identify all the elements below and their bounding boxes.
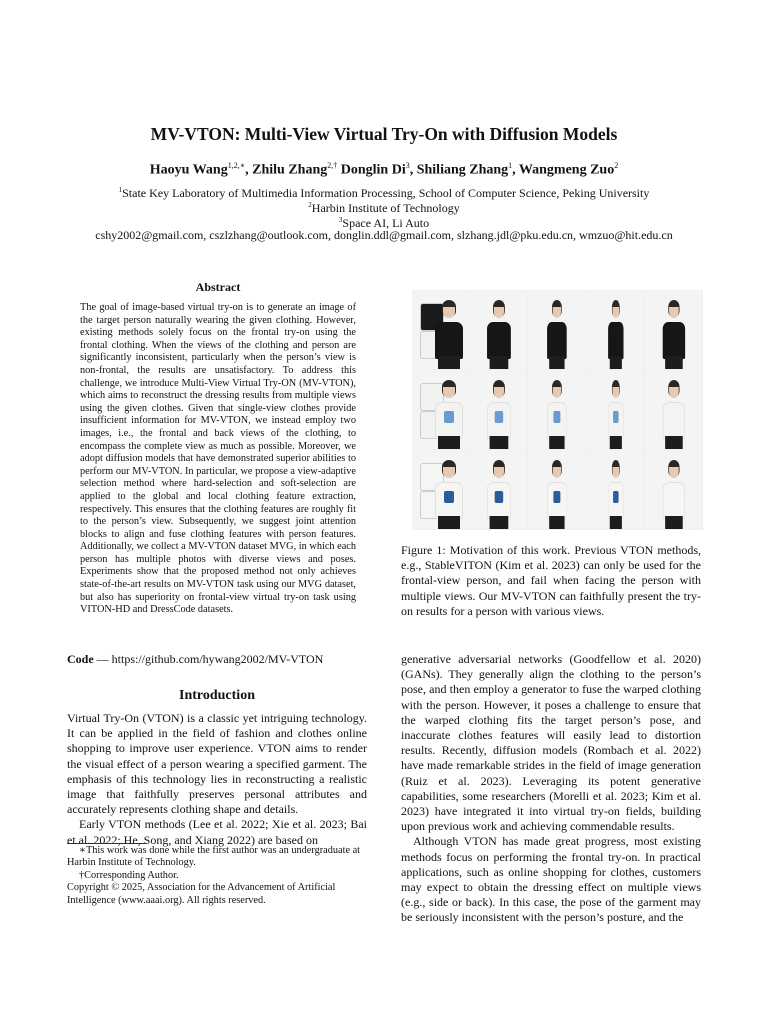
figure-panel <box>587 370 645 450</box>
author-name: Donglin Di <box>340 162 406 178</box>
person-pants <box>438 436 460 450</box>
person-shirt <box>487 322 511 359</box>
person-face <box>669 467 679 478</box>
author-name: Wangmeng Zuo <box>518 162 615 178</box>
figure-panel <box>412 370 470 450</box>
paragraph: generative adversarial networks (Goodfellow et al. 2020) (GANs). They generally align the clothing to the person’s pose, and then employ a generator to fuse the warped clothing with the person. However, it poses a challenge to ensure that the warped clothing fits the target person’s pose, and inaccurate clothes features will easily lead to distortion results. Recently, diffusion models (Rombach et al. 2022) have made remarkable strides in the field of image generation (Ruiz et al. 2023). Leveraging its potent generative capabilities, some researchers (Morelli et al. 2023; Kim et al. 2023) have integrated it into virtual try-on fields, building upon previous work and achieving commendable results. <box>401 652 701 834</box>
figure-panel <box>528 290 586 370</box>
shirt-print <box>553 411 560 423</box>
person-pants <box>665 356 683 370</box>
author-affil-mark: 3 <box>405 161 410 170</box>
author-name: Zhilu Zhang <box>252 162 328 178</box>
footnote: †Corresponding Author. <box>79 869 179 881</box>
person-shirt <box>662 402 684 439</box>
introduction-body <box>67 711 367 848</box>
person-face <box>669 387 679 398</box>
person-pants <box>609 436 621 450</box>
shirt-print <box>553 491 560 503</box>
shirt-print <box>495 491 504 503</box>
person-face <box>612 387 619 398</box>
shirt-print <box>612 411 618 423</box>
person-face <box>553 307 561 318</box>
paragraph: Virtual Try-On (VTON) is a classic yet intriguing technology. It can be applied in the field of fashion and clothes online shopping to improve user experience. VTON aims to render the visual effect of a person wearing a specified garment. The emphasis of this technology lies in reconstructing a realistic image that faithfully preserves personal attributes and accurately represents clothing shape and details. <box>67 711 367 817</box>
person-pants <box>438 356 460 370</box>
person-pants <box>438 516 460 530</box>
shirt-print <box>444 491 454 503</box>
person-pants <box>549 436 564 450</box>
figure-panel <box>587 290 645 370</box>
person-face <box>553 387 561 398</box>
person-pants <box>665 436 683 450</box>
person-face <box>494 467 504 478</box>
author-name: Shiliang Zhang <box>416 162 509 178</box>
figure-1-image-grid <box>412 290 703 530</box>
footnote: ∗This work was done while the first author was an undergraduate at Harbin Institute of Technology. <box>67 845 361 869</box>
figure-panel <box>528 450 586 530</box>
person-shirt <box>435 322 463 359</box>
figure-panel <box>645 450 703 530</box>
person-pants <box>489 356 508 370</box>
person-shirt <box>607 322 622 359</box>
author-affil-mark: 1 <box>508 161 513 170</box>
person-pants <box>609 356 621 370</box>
author-name: Haoyu Wang <box>149 162 228 178</box>
person-face <box>612 307 619 318</box>
shirt-print <box>612 491 618 503</box>
author-affil-mark: 2,† <box>327 161 338 170</box>
copyright-notice: Copyright © 2025, Association for the Advancement of Artificial Intelligence (www.aaai.org). All rights reserved. <box>67 882 336 906</box>
footnote-divider <box>67 843 147 844</box>
paragraph: Although VTON has made great progress, most existing methods focus on performing the frontal try-on. In practical applications, such as online shopping for clothes, customers may expect to obtain the dressing effect on multiple views (e.g., side or back). In this case, the pose of the garment may be seriously inconsistent with the person’s posture, and the <box>401 834 701 925</box>
person-shirt <box>547 322 567 359</box>
affiliation: $^1$State Key Laboratory of Multimedia Information Processing, School of Computer Science, Peking University <box>118 186 650 200</box>
figure-panel <box>587 450 645 530</box>
figure-panel <box>412 290 470 370</box>
code-line: Code — https://github.com/hywang2002/MV-VTON <box>67 652 324 666</box>
person-pants <box>489 436 508 450</box>
person-face <box>494 387 504 398</box>
person-face <box>612 467 619 478</box>
affiliation: $^3$Space AI, Li Auto <box>338 216 430 230</box>
figure-panel <box>470 290 528 370</box>
figure-panel <box>528 370 586 450</box>
figure-panel <box>470 450 528 530</box>
figure-panel <box>645 290 703 370</box>
person-face <box>669 307 679 318</box>
person-shirt <box>662 322 684 359</box>
footnotes <box>67 845 367 907</box>
author-list: Haoyu Wang$^{1,2,∗}$, Zhilu Zhang$^{2,\dagger}$ Donglin Di$^3$, Shiliang Zhang$^1$, Wangmeng Zuo$^2$ <box>149 161 619 178</box>
abstract-heading: Abstract <box>195 280 241 294</box>
abstract-text: The goal of image-based virtual try-on is to generate an image of the target person naturally wearing the given clothing. However, existing methods solely focus on the frontal try-on using the frontal clothing. When the views of the clothing and person are significantly inconsistent, particularly when the person’s view is non-frontal, the results are unsatisfactory. To address this challenge, we introduce Multi-View Virtual Try-ON (MV-VTON), which aims to reconstruct the dressing results from multiple views using the given clothes. Given that single-view clothes provide insufficient information for MV-VTON, we instead employ two images, i.e., the frontal and back views of the clothing, to encompass the complete view as much as possible. Moreover, we adopt diffusion models that have demonstrated superior abilities to perform our MV-VTON. In particular, we propose a view-adaptive selection method where hard-selection and soft-selection are applied to the global and local clothing feature extraction, respectively. This ensures that the clothing features are roughly fit to the person’s view. Subsequently, we suggest joint attention blocks to align and fuse clothing features with person features. Additionally, we collect a MV-VTON dataset MVG, in which each person has multiple photos with diverse views and poses. Experiments show that the proposed method not only achieves state-of-the-art results on MV-VTON task using our MVG dataset, but also has superiority on frontal-view virtual try-on task using VITON-HD and DressCode datasets. <box>80 302 356 616</box>
figure-panel <box>470 370 528 450</box>
code-label: Code <box>67 652 94 666</box>
person-pants <box>489 516 508 530</box>
author-emails: cshy2002@gmail.com, cszlzhang@outlook.com, donglin.ddl@gmail.com, slzhang.jdl@pku.edu.cn, wmzuo@hit.edu.cn <box>95 228 673 242</box>
figure-panel <box>645 370 703 450</box>
paragraph: Early VTON methods (Lee et al. 2022; Xie et al. 2023; Bai et al. 2022; He, Song, and Xiang 2022) are based on <box>67 817 367 847</box>
person-pants <box>609 516 621 530</box>
person-face <box>443 387 455 398</box>
person-face <box>443 467 455 478</box>
right-column-body <box>401 652 701 926</box>
shirt-print <box>444 411 454 423</box>
affiliation: $^2$Harbin Institute of Technology <box>308 201 460 215</box>
shirt-print <box>495 411 504 423</box>
person-pants <box>549 516 564 530</box>
person-pants <box>549 356 564 370</box>
code-link[interactable]: https://github.com/hywang2002/MV-VTON <box>111 652 324 666</box>
person-shirt <box>662 482 684 519</box>
paper-title: MV-VTON: Multi-View Virtual Try-On with Diffusion Models <box>150 124 618 144</box>
author-affil-mark: 2 <box>614 161 619 170</box>
author-affil-mark: 1,2,∗ <box>227 161 246 170</box>
person-face <box>443 307 455 318</box>
person-face <box>494 307 504 318</box>
person-face <box>553 467 561 478</box>
person-pants <box>665 516 683 530</box>
section-heading-introduction: Introduction <box>179 688 255 703</box>
figure-caption: Figure 1: Motivation of this work. Previous VTON methods, e.g., StableVITON (Kim et al. 2023) can only be used for the frontal-view person, and fail when facing the person with multiple views. Our MV-VTON can faithfully present the try-on results for a person with various views. <box>401 543 701 618</box>
figure-panel <box>412 450 470 530</box>
